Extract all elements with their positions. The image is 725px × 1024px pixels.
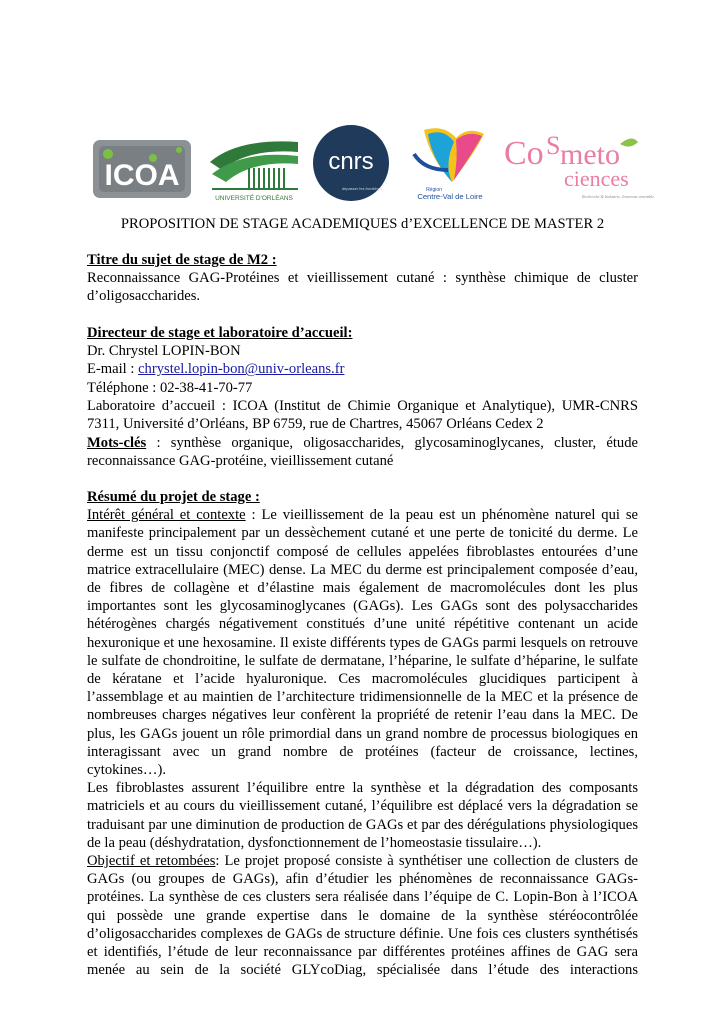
objectif-line-5: et identifiés, l’étude de leur reconnaissance par différentes protéines affines de GAG sera <box>87 944 638 961</box>
resume-line-0 <box>87 506 638 524</box>
region-small-text: Région <box>426 187 442 193</box>
motscles-line-2: reconnaissance GAG-protéine, vieillissement cutané <box>87 453 394 470</box>
icoa-logo-text: ICOA <box>104 159 180 192</box>
resume-line-16: traduisant par une diminution de production de GAGs et par des dérégulations physiologiques <box>87 816 638 833</box>
region-centre-val-de-loire-logo <box>404 124 496 202</box>
cnrs-tagline: dépasser les frontières <box>341 186 383 191</box>
email-line <box>87 360 638 378</box>
resume-line-14: Les fibroblastes assurent l’équilibre entre la synthèse et la dégradation des composants <box>87 780 638 797</box>
universite-orleans-text: UNIVERSITÉ D'ORLÉANS <box>215 195 293 202</box>
directeur-label: Directeur de stage et laboratoire d’accueil: <box>87 325 353 341</box>
resume-line-13: interagissant avec un grand nombre de protéines (facteur de croissance, lectines, cytokines…). <box>87 743 638 779</box>
cosmeto-tagline: Recherche & Industrie, Innovons ensemble <box>582 194 655 199</box>
resume-line-7: hexuronique et une hexosamine. Il existe différents types de GAGs parmi lesquels on retrouve <box>87 634 638 651</box>
lab-line-2: 7311, Université d’Orléans, BP 6759, rue de Chartres, 45067 Orléans Cedex 2 <box>87 416 544 433</box>
cosmeto-sciences-logo <box>502 130 655 202</box>
resume-line-6: hétérogènes chargés négativement constitués d’une unité répétitive contenant un acide <box>87 616 638 633</box>
motscles-text-1: : synthèse organique, oligosaccharides, glycosaminoglycanes, cluster, étude <box>146 435 638 451</box>
objectif-line-0 <box>87 852 638 870</box>
region-name-text: Centre-Val de Loire <box>417 192 483 201</box>
resume-text-0: : Le vieillissement de la peau est un phénomène naturel qui se <box>245 507 638 524</box>
icoa-logo <box>93 140 191 198</box>
cosmeto-s-text: S <box>546 131 561 160</box>
objectif-line-6: menée au sein de la société GLYcoDiag, spécialisée dans l’étude des interactions <box>87 962 638 979</box>
resume-label: Résumé du projet de stage : <box>87 489 260 505</box>
titre-line-2: d’oligosaccharides. <box>87 288 201 305</box>
titre-section <box>87 251 638 306</box>
resume-line-9: de kératane et l’acide hyaluronique. Ces macromolécules glucidiques participent à <box>87 671 638 688</box>
motscles-label: Mots-clés <box>87 435 147 451</box>
resume-section <box>87 488 638 979</box>
objectif-line-4: d’oligosaccharides complexes de GAGs de structure définie. Une fois ces clusters synthétisés <box>87 925 638 942</box>
resume-line-5: importantes sont les glycosaminoglycanes (GAGs). Les GAGs sont des polysaccharides <box>87 598 638 615</box>
objectif-line-1: GAGs (ou groupes de GAGs), afin d’étudier les phénomènes de reconnaissance GAGs- <box>87 871 638 888</box>
interet-label: Intérêt général et contexte <box>87 507 246 524</box>
resume-line-10: l’assemblage et au maintien de l’architecture tridimensionnelle de la MEC et la présence de <box>87 689 638 706</box>
resume-line-4: de fibres de collagène et d’élastine mais également de macromolécules dont les plus <box>87 580 638 597</box>
directeur-section <box>87 324 638 433</box>
email-link[interactable]: chrystel.lopin-bon@univ-orleans.fr <box>138 361 345 378</box>
resume-line-3: matrice extracellulaire (MEC) dense. La MEC du derme est principalement composée d’eau, <box>87 561 638 578</box>
logo-bar <box>88 118 655 204</box>
motscles-section <box>87 434 638 470</box>
email-label: E-mail : <box>87 361 139 378</box>
resume-line-17: de la peau (déshydratation, dysfonctionnement de l’homeostasie tissulaire…). <box>87 834 542 851</box>
lab-line-1: Laboratoire d’accueil : ICOA (Institut de Chimie Organique et Analytique), UMR-CNRS <box>87 397 638 414</box>
directeur-name: Dr. Chrystel LOPIN-BON <box>87 343 241 360</box>
cosmeto-co-text: Co <box>504 135 544 172</box>
objectif-line-3: qui possède une grande expertise dans le domaine de la synthèse stéréocontrôlée <box>87 907 638 924</box>
document-heading: PROPOSITION DE STAGE ACADEMIQUES d’EXCELLENCE DE MASTER 2 <box>120 216 605 232</box>
objectif-label: Objectif et retombées <box>87 853 216 870</box>
resume-line-8: le sulfate de chondroitine, le sulfate de dermatane, l’héparine, le sulfate d’héparine, le sulfate <box>87 652 638 669</box>
objectif-line-2: protéines. La synthèse de ces clusters sera réalisée dans l’équipe de C. Lopin-Bon à l’ICOA <box>87 889 638 906</box>
resume-line-12: plus, les GAGs jouent un rôle primordial dans un grand nombre de processus biologiques en <box>87 725 638 742</box>
titre-label: Titre du sujet de stage de M2 : <box>87 252 277 268</box>
resume-line-11: nombreuses charges négatives leur confèrent la propriété de retenir l’eau dans la MEC. De <box>87 707 638 724</box>
resume-line-1: manifeste principalement par un dessèchement cutané et une perte de tonicité du derme. Le <box>87 525 638 542</box>
universite-orleans-logo <box>208 132 300 204</box>
cosmeto-meto-text: meto <box>560 138 620 171</box>
titre-line-1: Reconnaissance GAG-Protéines et vieillissement cutané : synthèse chimique de cluster <box>87 270 638 287</box>
cnrs-text: cnrs <box>328 148 374 175</box>
motscles-line-1 <box>87 434 638 452</box>
cnrs-logo <box>312 124 390 202</box>
phone-line: Téléphone : 02-38-41-70-77 <box>87 379 253 396</box>
resume-line-15: matriciels et au cours du vieillissement cutané, l’équilibre est déplacé vers la dégradation se <box>87 798 638 815</box>
cosmeto-sciences-text: ciences <box>564 166 629 191</box>
resume-line-2: derme est un tissu conjonctif composé de cellules appelées fibroblastes entourées d’une <box>87 543 638 560</box>
objectif-text-0: : Le projet proposé consiste à synthétiser une collection de clusters de <box>215 853 638 870</box>
